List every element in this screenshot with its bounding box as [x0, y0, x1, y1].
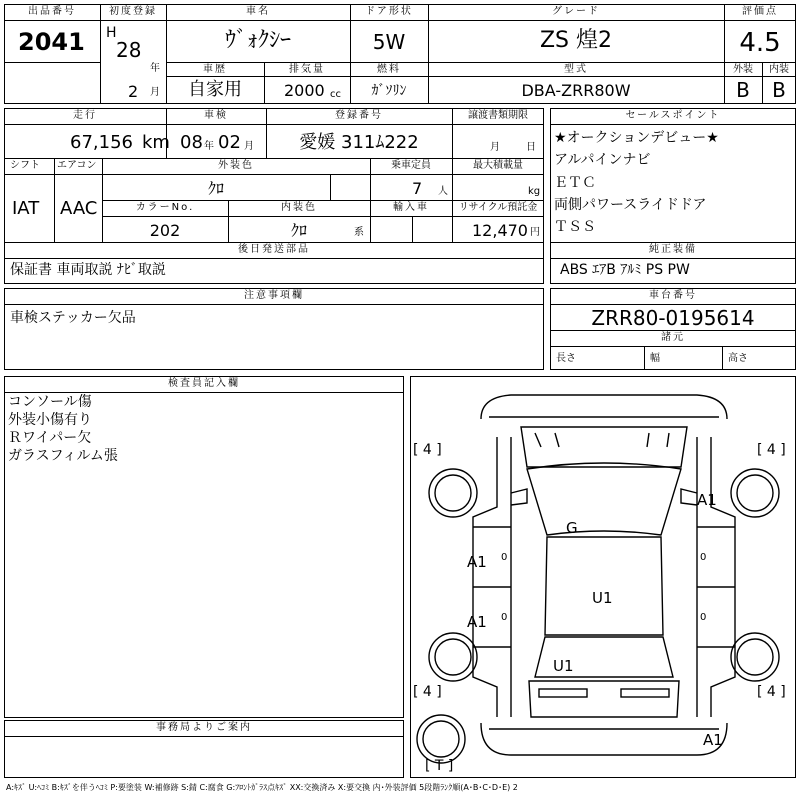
mileage-unit: km	[142, 132, 170, 153]
width-label: 幅	[650, 353, 660, 364]
year-unit: 年	[150, 63, 160, 74]
inspection-label: 車検	[204, 110, 228, 121]
ext-color-label: 外装色	[218, 160, 254, 171]
grade-label: グレード	[552, 6, 600, 17]
model: DBA-ZRR80W	[521, 81, 631, 100]
mark-tailgate: U1	[553, 657, 574, 675]
equipment: ABS ｴｱB ｱﾙﾐ PS PW	[560, 262, 690, 278]
tire-front-right: [ 4 ]	[757, 442, 786, 458]
score-label: 評価点	[742, 6, 778, 17]
shift: IAT	[12, 198, 40, 219]
import-label: 輸入車	[393, 202, 429, 213]
height-label: 高さ	[728, 353, 748, 364]
ext-color: ｸﾛ	[207, 179, 224, 198]
inspection-month: 02	[218, 132, 241, 153]
door-label: ドア形状	[365, 6, 413, 17]
mark-windshield: G	[566, 519, 578, 537]
sales-point-3: ＥＴＣ	[554, 175, 596, 191]
chassis-label: 車台番号	[649, 290, 697, 301]
fuel-label: 燃料	[377, 64, 401, 75]
inspection-month-unit: 月	[244, 141, 254, 152]
transfer-day-unit: 日	[526, 142, 536, 153]
sales-point-5: ＴＳＳ	[554, 219, 596, 235]
later-parts: 保証書 車両取説 ﾅﾋﾞ取説	[10, 262, 166, 278]
car-outline	[411, 377, 797, 779]
spare-tire: [ T ]	[425, 758, 454, 774]
zero-right-2: 0	[700, 612, 707, 623]
length-label: 長さ	[556, 353, 576, 364]
capacity-unit: 人	[438, 186, 448, 197]
history-label: 車歴	[203, 64, 227, 75]
notes-label: 注意事項欄	[244, 290, 304, 301]
inspector-label: 検査員記入欄	[168, 378, 240, 389]
max-load-unit: kg	[528, 186, 541, 197]
color-no-label: カラーNo.	[135, 202, 195, 213]
car-name-label: 車名	[246, 6, 270, 17]
tire-rear-left: [ 4 ]	[413, 684, 442, 700]
transfer-month-unit: 月	[490, 142, 500, 153]
first-reg-label: 初度登録	[109, 6, 157, 17]
era: H	[106, 25, 117, 41]
later-parts-label: 後日発送部品	[238, 244, 310, 255]
mileage: 67,156	[70, 132, 133, 153]
lot-no: 2041	[18, 28, 85, 56]
mark-right-fender: A1	[697, 491, 717, 509]
aircon: AAC	[60, 198, 98, 219]
interior: B	[772, 78, 786, 102]
displacement-label: 排気量	[289, 64, 325, 75]
mark-left-front-door: A1	[467, 553, 487, 571]
sales-point-4: 両側パワースライドドア	[554, 197, 707, 213]
car-diagram	[410, 376, 796, 778]
exterior-label: 外装	[733, 64, 753, 75]
int-color-label: 内装色	[281, 202, 317, 213]
exterior: B	[736, 78, 750, 102]
history: 自家用	[188, 79, 242, 100]
int-color-unit: 系	[354, 227, 364, 238]
mark-rear-bumper: A1	[703, 731, 723, 749]
lot-no-label: 出品番号	[28, 6, 76, 17]
mark-left-rear-door: A1	[467, 613, 487, 631]
zero-right-1: 0	[700, 552, 707, 563]
shift-label: シフト	[10, 160, 40, 171]
aircon-label: エアコン	[57, 160, 97, 171]
inspection-year-unit: 年	[204, 141, 214, 152]
inspection-year: 08	[180, 132, 203, 153]
door: 5W	[372, 30, 406, 54]
sales-label: セールスポイント	[625, 110, 721, 121]
inspector-line-1: コンソール傷	[8, 394, 92, 410]
inspector-line-3: Ｒワイパー欠	[8, 430, 92, 446]
tire-rear-right: [ 4 ]	[757, 684, 786, 700]
transfer-label: 譲渡書類期限	[468, 110, 528, 121]
office-label: 事務局よりご案内	[156, 722, 252, 733]
tire-front-left: [ 4 ]	[413, 442, 442, 458]
car-name: ｳﾞｫｸｼｰ	[224, 28, 291, 53]
grade: ZS 煌2	[539, 28, 613, 53]
equip-label: 純正装備	[649, 244, 697, 255]
model-label: 型式	[564, 64, 588, 75]
first-reg-month: 2	[128, 82, 139, 101]
int-color: ｸﾛ	[290, 221, 307, 240]
inspector-line-4: ガラスフィルム張	[8, 448, 118, 464]
max-load-label: 最大積載量	[473, 160, 523, 171]
sales-point-2: アルパインナビ	[554, 152, 651, 168]
recycle: 12,470	[472, 221, 528, 240]
score: 4.5	[739, 28, 781, 58]
color-no: 202	[149, 221, 181, 240]
interior-label: 内装	[769, 64, 789, 75]
fuel: ｶﾞｿﾘﾝ	[371, 83, 407, 99]
mileage-label: 走行	[73, 110, 97, 121]
notes-text: 車検ステッカー欠品	[10, 310, 136, 326]
month-unit: 月	[150, 87, 160, 98]
displacement: 2000	[284, 81, 325, 100]
displacement-unit: cc	[330, 89, 341, 100]
capacity: 7	[412, 179, 423, 198]
recycle-unit: 円	[530, 227, 540, 238]
sales-point-1: ★オークションデビュー★	[554, 130, 719, 146]
zero-left-2: 0	[501, 612, 508, 623]
zero-left-1: 0	[501, 552, 508, 563]
inspector-line-2: 外装小傷有り	[8, 412, 92, 428]
plate: 愛媛 311ﾑ222	[299, 132, 419, 153]
mark-roof: U1	[592, 589, 613, 607]
first-reg-year: 28	[116, 38, 142, 62]
legend: A:ｷｽﾞ U:ﾍｺﾐ B:ｷｽﾞを伴うﾍｺﾐ P:要塗装 W:補修跡 S:錆 C:腐食 G:ﾌﾛﾝﾄｶﾞﾗｽ点ｷｽﾞ XX:交換済み X:要交換 内･外装評価 5段階ﾗﾝｸ順(A･B･C･D･E) 2	[6, 783, 518, 792]
plate-label: 登録番号	[335, 110, 383, 121]
chassis-number: ZRR80-0195614	[591, 306, 755, 330]
capacity-label: 乗車定員	[391, 160, 431, 171]
recycle-label: リサイクル預託金	[458, 202, 538, 213]
dims-label: 諸元	[661, 332, 685, 343]
